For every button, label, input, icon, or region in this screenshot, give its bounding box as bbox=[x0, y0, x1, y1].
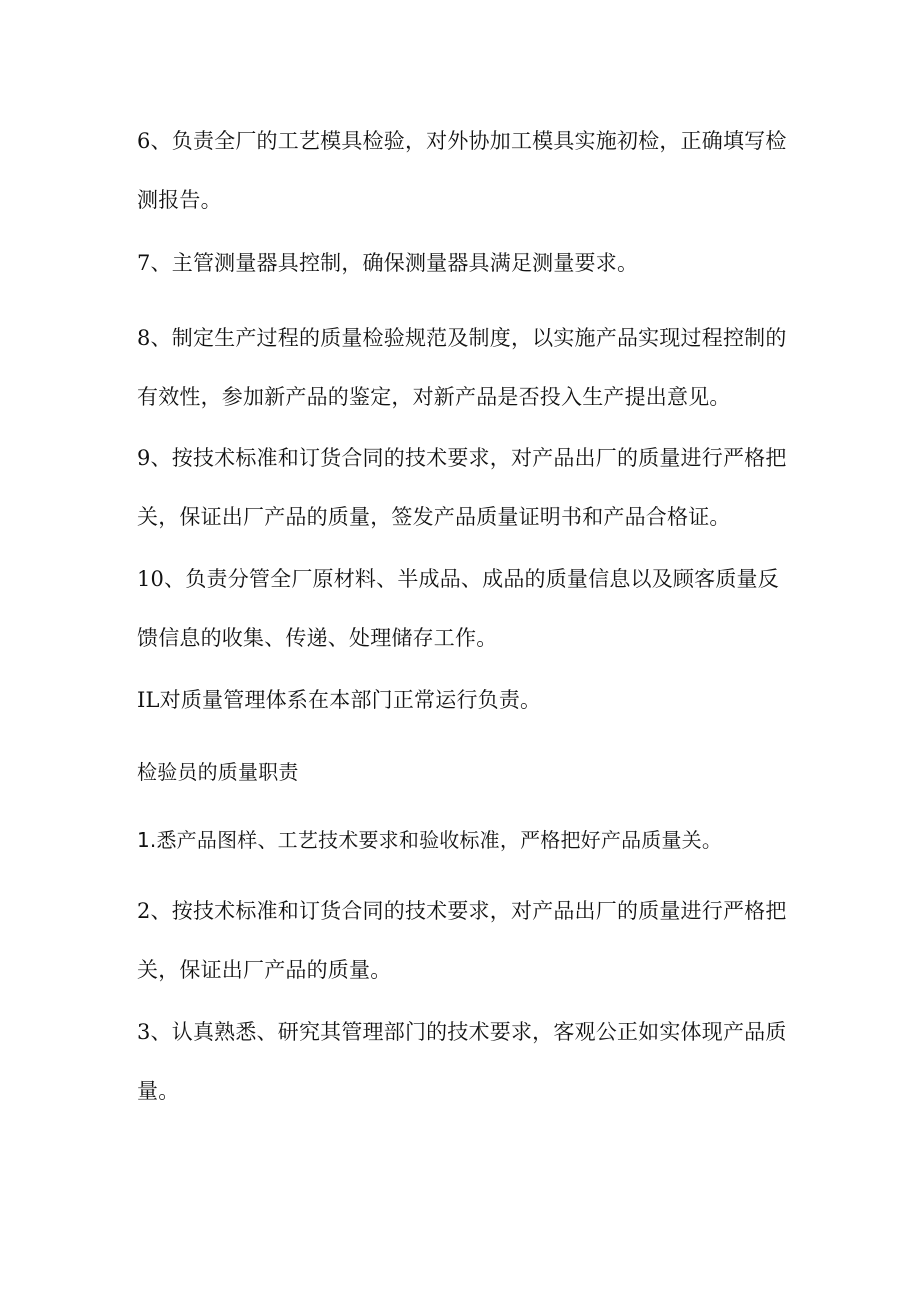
paragraph-item-6: 6、负责全厂的工艺模具检验，对外协加工模具实施初检，正确填写检测报告。 bbox=[137, 129, 787, 212]
paragraph-item-8: 8、制定生产过程的质量检验规范及制度，以实施产品实现过程控制的有效性，参加新产品的鉴定，对新产品是否投入生产提出意见。 bbox=[137, 326, 787, 409]
paragraph-item-10: 10、负责分管全厂原材料、半成品、成品的质量信息以及顾客质量反馈信息的收集、传递、处理储存工作。 bbox=[137, 567, 779, 650]
inspector-item-3: 3、认真熟悉、研究其管理部门的技术要求，客观公正如实体现产品质量。 bbox=[137, 1020, 787, 1103]
paragraph-item-9: 9、按技术标准和订货合同的技术要求，对产品出厂的质量进行严格把关，保证出厂产品的质量，签发产品质量证明书和产品合格证。 bbox=[137, 446, 787, 529]
paragraph-item-7: 7、主管测量器具控制，确保测量器具满足测量要求。 bbox=[137, 251, 639, 275]
inspector-item-2: 2、按技术标准和订货合同的技术要求，对产品出厂的质量进行严格把关，保证出厂产品的质量。 bbox=[137, 899, 787, 982]
inspector-item-1: 1.悉产品图样、工艺技术要求和验收标准，严格把好产品质量关。 bbox=[137, 828, 723, 852]
section-heading: 检验员的质量职责 bbox=[137, 760, 299, 784]
paragraph-item-11: IL对质量管理体系在本部门正常运行负责。 bbox=[137, 688, 542, 712]
